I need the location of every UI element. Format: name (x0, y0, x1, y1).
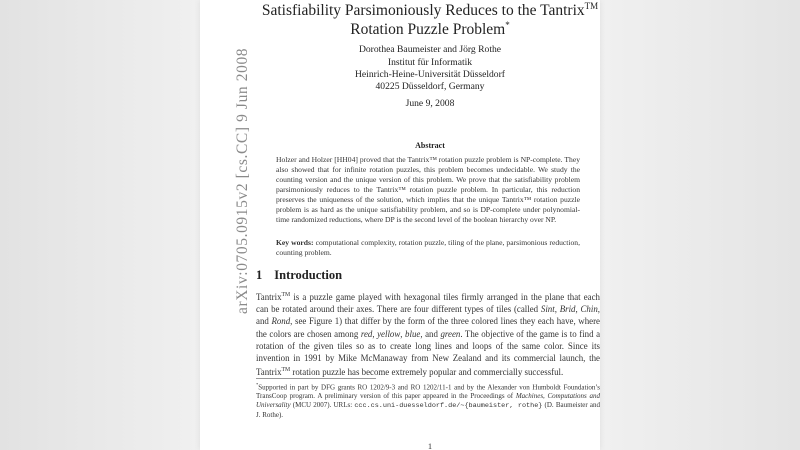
background-right (600, 0, 800, 450)
section-title: Introduction (274, 268, 343, 282)
title-line2-text: Rotation Puzzle Problem (350, 21, 506, 39)
affiliation-institute: Institut für Informatik (387, 57, 473, 68)
keywords-label: Key words: (276, 238, 314, 247)
paper-date: June 9, 2008 (405, 98, 455, 109)
intro-text-a: is a puzzle game played with hexagonal tiles firmly arranged in the plane that each can be rotated around their axes. There are four different types of tiles (called (256, 291, 600, 315)
intro-text-c: . The objective of the game is to find a rotation of the given tiles so as to create long lines and loops of the same color. Since its invention in 1991 by Mike McManaway from New Zealand and its commercial launch, the Tantrix (256, 328, 600, 378)
color-red: red (360, 328, 373, 339)
abstract-text: Holzer and Holzer [HH04] proved that the Tantrix™ rotation puzzle problem is NP-complete. They also showed that for infinite rotation puzzles, this problem becomes undecidable. We study the counting version and the unique version of this problem. We prove that the satisfiability problem parsimoniously reduces to the Tantrix™ rotation puzzle problem. In particular, this reduction preserves the uniqueness of the solution, which implies that the unique Tantrix™ rotation puzzle problem is as hard as the unique satisfiability problem, and so is DP-complete under polynomial-time randomized reductions, where DP is the second level of the boolean hierarchy over NP. (276, 155, 580, 224)
intro-text-d: rotation puzzle has become extremely popular and commercially successful. (290, 367, 564, 378)
sep: , (372, 328, 378, 339)
background-left (0, 0, 200, 450)
footnote-text-a: Supported in part by DFG grants RO 1202/9-3 and RO 1202/11-1 and by the Alexander von Humboldt Foundation’s TransCoop program. A preliminary version of this paper appeared in the Proceedings of (256, 383, 600, 401)
footnote-mark: * (256, 382, 259, 387)
color-yellow: yellow (377, 328, 401, 339)
sep: , (575, 304, 581, 315)
intro-text-b: , see Figure 1) that differ by the form of the three colored lines they each have, where the colors are chosen among (256, 316, 600, 339)
title-line1-text: Satisfiability Parsimoniously Reduces to the Tantrix (261, 2, 585, 20)
abstract-heading: Abstract (415, 141, 445, 150)
footnote-rule (256, 378, 376, 379)
intro-tm-1: TM (281, 292, 291, 298)
footnote-url[interactable]: ccc.cs.uni-duesseldorf.de/~{baumeister, rothe} (354, 402, 543, 411)
authors: Dorothea Baumeister and Jörg Rothe (358, 44, 502, 55)
paper-page (200, 0, 600, 450)
sep: , (400, 328, 406, 339)
affiliation-city: 40225 Düsseldorf, Germany (375, 81, 485, 92)
sep: , and (420, 328, 441, 339)
affiliation-university: Heinrich-Heine-Universität Düsseldorf (355, 69, 505, 80)
title-line1-sup: TM (584, 1, 599, 11)
title-line2-sup: * (505, 20, 510, 30)
arxiv-stamp: arXiv:0705.0915v2 [cs.CC] 9 Jun 2008 (234, 47, 251, 314)
page-number: 1 (427, 441, 433, 450)
footnote (256, 380, 600, 420)
intro-paragraph (256, 289, 600, 378)
tile-sint: Sint (540, 304, 555, 315)
footnote-text-c: (D. Baumeister and J. Rothe). (256, 401, 600, 420)
sep: , and (256, 304, 600, 327)
sep: , (554, 304, 560, 315)
color-green: green (440, 328, 461, 339)
keywords-text: computational complexity, rotation puzzle, tiling of the plane, parsimonious reduction, counting problem. (276, 238, 580, 257)
tile-brid: Brid (559, 304, 576, 315)
footnote-venue: Machines, Computations and Universality (256, 392, 600, 410)
intro-tm-2: TM (281, 367, 291, 374)
section-heading (256, 268, 342, 283)
section-number: 1 (256, 268, 263, 282)
footnote-text-b: (MCU 2007). URLs: (290, 401, 355, 410)
tile-rond: Rond (271, 316, 291, 327)
intro-tantrix: Tantrix (256, 291, 282, 302)
keywords (276, 238, 580, 258)
tile-chin: Chin (580, 304, 598, 315)
paper-title-line2 (240, 16, 600, 39)
color-blue: blue (405, 328, 421, 339)
